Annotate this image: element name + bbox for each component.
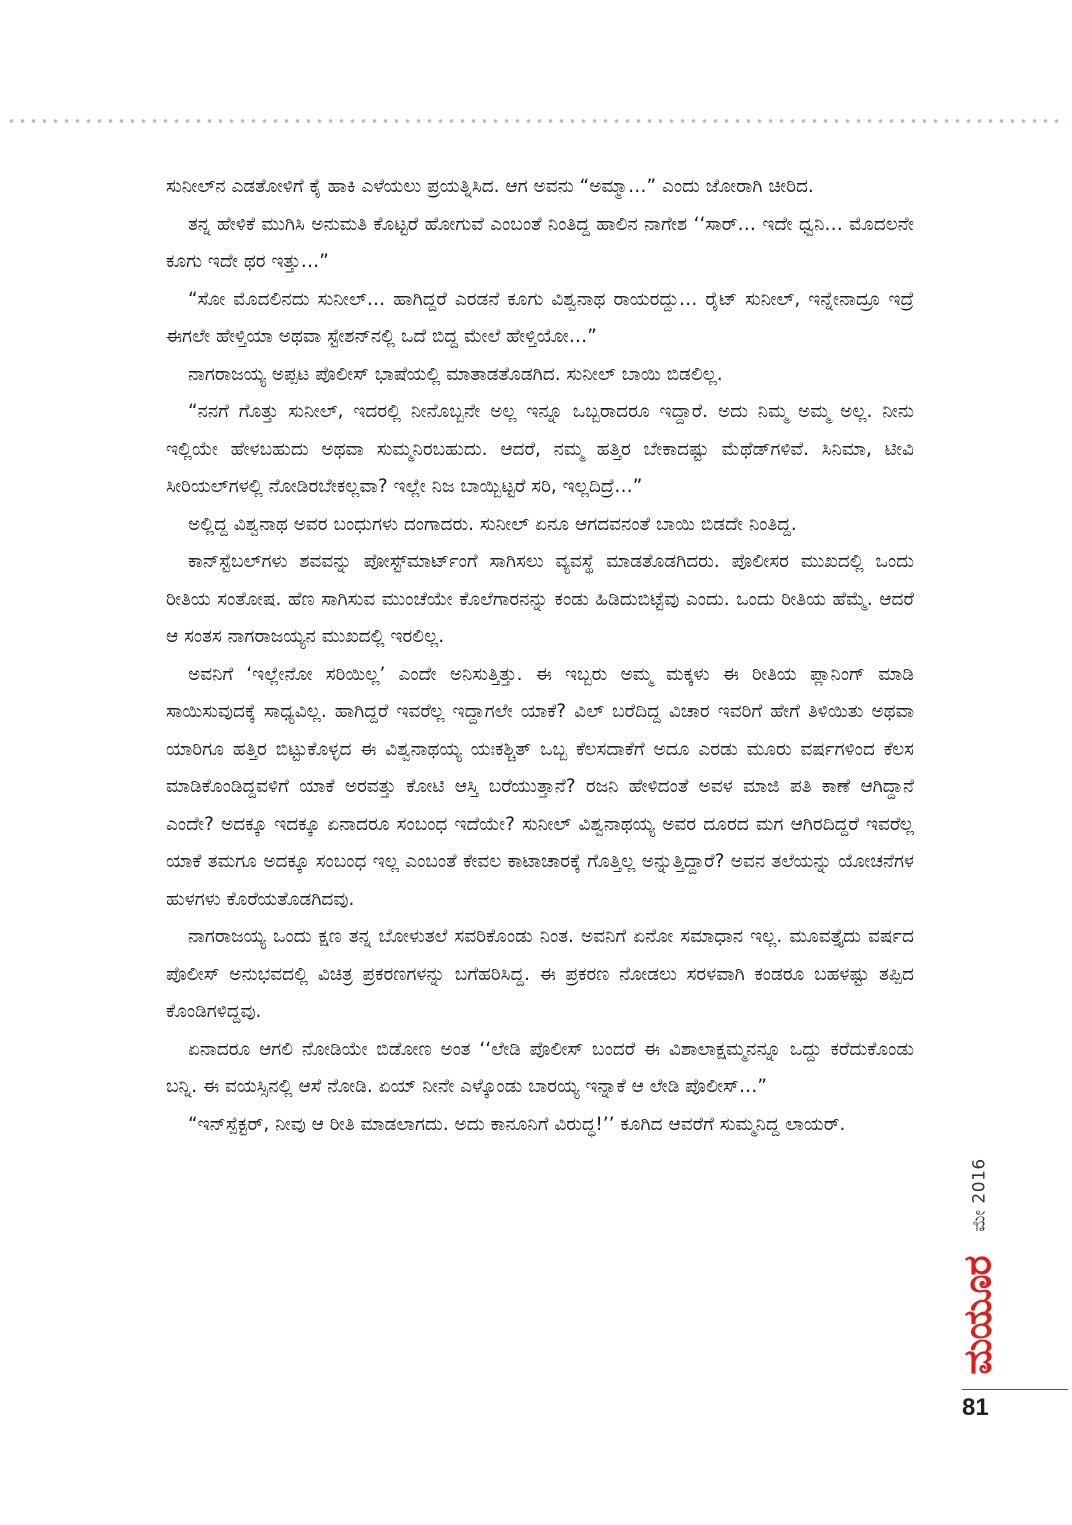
article-body (166, 168, 914, 1143)
paragraph: ಅಲ್ಲಿದ್ದ ವಿಶ್ವನಾಥ ಅವರ ಬಂಧುಗಳು ದಂಗಾದರು. ಸುನೀಲ್ ಏನೂ ಆಗದವನಂತೆ ಬಾಯಿ ಬಿಡದೇ ನಿಂತಿದ್ದ. (188, 513, 797, 535)
paragraph: ನಾಗರಾಜಯ್ಯ ಅಪ್ಪಟ ಪೊಲೀಸ್ ಭಾಷೆಯಲ್ಲಿ ಮಾತಾಡತೊಡಗಿದ. ಸುನೀಲ್ ಬಾಯಿ ಬಿಡಲಿಲ್ಲ. (188, 363, 723, 385)
paragraph: ಅವನಿಗೆ ‘ಇಲ್ಲೇನೋ ಸರಿಯಿಲ್ಲ’ ಎಂದೇ ಅನಿಸುತ್ತಿತ್ತು. ಈ ಇಬ್ಬರು ಅಮ್ಮ ಮಕ್ಕಳು ಈ ರೀತಿಯ ಪ್ಲಾನಿಂಗ್ ಮಾಡಿ ಸಾಯಿಸುವುದಕ್ಕೆ ಸಾಧ್ಯವಿಲ್ಲ. ಹಾಗಿದ್ದರೆ ಇವರೆಲ್ಲ ಇದ್ದಾಗಲೇ ಯಾಕೆ? ವಿಲ್ ಬರೆದಿದ್ದ ವಿಚಾರ ಇವರಿಗೆ ಹೇಗೆ ತಿಳಿಯಿತು ಅಥವಾ ಯಾರಿಗೂ ಹತ್ತಿರ ಬಿಟ್ಟುಕೊಳ್ಳದ ಈ ವಿಶ್ವನಾಥಯ್ಯ ಯಃಕಶ್ಚಿತ್ ಒಬ್ಬ ಕೆಲಸದಾಕೆಗೆ ಅದೂ ಎರಡು ಮೂರು ವರ್ಷಗಳಿಂದ ಕೆಲಸ ಮಾಡಿಕೊಂಡಿದ್ದವಳಿಗೆ ಯಾಕೆ ಅರವತ್ತು ಕೋಟಿ ಆಸ್ತಿ ಬರೆಯುತ್ತಾನೆ? ರಜನಿ ಹೇಳಿದಂತೆ ಅವಳ ಮಾಜಿ ಪತಿ ಕಾಣೆ ಆಗಿದ್ದಾನೆ ಎಂದೇ? ಅದಕ್ಕೂ ಇದಕ್ಕೂ ಏನಾದರೂ ಸಂಬಂಧ ಇದೆಯೇ? ಸುನೀಲ್ ವಿಶ್ವನಾಥಯ್ಯ ಅವರ ದೂರದ ಮಗ ಆಗಿರದಿದ್ದರೆ ಇವರೆಲ್ಲ ಯಾಕೆ ತಮಗೂ ಅದಕ್ಕೂ ಸಂಬಂಧ ಇಲ್ಲ ಎಂಬಂತೆ ಕೇವಲ ಕಾಟಾಚಾರಕ್ಕೆ ಗೊತ್ತಿಲ್ಲ ಅನ್ನುತ್ತಿದ್ದಾರೆ? ಅವನ ತಲೆಯನ್ನು ಯೋಚನೆಗಳ ಹುಳಗಳು ಕೊರೆಯತೊಡಗಿದವು. (166, 663, 914, 910)
issue-date (960, 1140, 1000, 1250)
dotted-top-rule (6, 118, 1066, 124)
page-number: 81 (962, 1394, 989, 1421)
paragraph: ಸುನೀಲ್‌ನ ಎಡತೋಳಿಗೆ ಕೈ ಹಾಕಿ ಎಳೆಯಲು ಪ್ರಯತ್ನಿಸಿದ. ಆಗ ಅವನು “ಅಮ್ಮಾ…” ಎಂದು ಜೋರಾಗಿ ಚೀರಿದ. (166, 176, 814, 197)
paragraph: ತನ್ನ ಹೇಳಿಕೆ ಮುಗಿಸಿ ಅನುಮತಿ ಕೊಟ್ಟರೆ ಹೋಗುವೆ ಎಂಬಂತೆ ನಿಂತಿದ್ದ ಹಾಲಿನ ನಾಗೇಶ ‘‘ಸಾರ್… ಇದೇ ಧ್ವನಿ… ಮೊದಲನೇ ಕೂಗು ಇದೇ ಥರ ಇತ್ತು…” (166, 213, 914, 272)
paragraph: “ಸೋ ಮೊದಲಿನದು ಸುನೀಲ್… ಹಾಗಿದ್ದರೆ ಎರಡನೆ ಕೂಗು ವಿಶ್ವನಾಥ ರಾಯರದ್ದು… ರೈಟ್ ಸುನೀಲ್, ಇನ್ನೇನಾದ್ರೂ ಇದ್ರೆ ಈಗಲೇ ಹೇಳ್ತಿಯಾ ಅಥವಾ ಸ್ಟೇಶನ್‌ನಲ್ಲಿ ಒದೆ ಬಿದ್ದ ಮೇಲೆ ಹೇಳ್ತಿಯೋ…” (166, 288, 914, 347)
paragraph: “ಇನ್‌ಸ್ಪೆಕ್ಟರ್, ನೀವು ಆ ರೀತಿ ಮಾಡಲಾಗದು. ಅದು ಕಾನೂನಿಗೆ ವಿರುದ್ಧ!’’ ಕೂಗಿದ ಆವರೆಗೆ ಸುಮ್ಮನಿದ್ದ ಲಾಯರ್. (188, 1113, 846, 1135)
paragraph: ಕಾನ್‌ಸ್ಟೆಬಲ್‌ಗಳು ಶವವನ್ನು ಪೋಸ್ಟ್‌ಮಾರ್ಟ್‌ಂಗೆ ಸಾಗಿಸಲು ವ್ಯವಸ್ಥೆ ಮಾಡತೊಡಗಿದರು. ಪೊಲೀಸರ ಮುಖದಲ್ಲಿ ಒಂದು ರೀತಿಯ ಸಂತೋಷ. ಹೆಣ ಸಾಗಿಸುವ ಮುಂಚೆಯೇ ಕೊಲೆಗಾರನನ್ನು ಕಂಡು ಹಿಡಿದುಬಿಟ್ಟೆವು ಎಂದು. ಒಂದು ರೀತಿಯ ಹೆಮ್ಮೆ. ಆದರೆ ಆ ಸಂತಸ ನಾಗರಾಜಯ್ಯನ ಮುಖದಲ್ಲಿ ಇರಲಿಲ್ಲ. (166, 551, 914, 647)
magazine-name: ಮಯೂರ (955, 1255, 1000, 1375)
page-number-rule (962, 1389, 1068, 1390)
paragraph: ಏನಾದರೂ ಆಗಲಿ ನೋಡಿಯೇ ಬಿಡೋಣ ಅಂತ ‘‘ಲೇಡಿ ಪೊಲೀಸ್ ಬಂದರೆ ಈ ವಿಶಾಲಾಕ್ಷಮ್ಮನನ್ನೂ ಒದ್ದು ಕರೆದುಕೊಂಡು ಬನ್ನಿ. ಈ ವಯಸ್ಸಿನಲ್ಲಿ ಆಸೆ ನೋಡಿ. ಏಯ್ ನೀನೇ ಎಳ್ಕೊಂಡು ಬಾರಯ್ಯ ಇನ್ನಾಕೆ ಆ ಲೇಡಿ ಪೊಲೀಸ್…” (166, 1038, 914, 1097)
issue-date-text: ಮೇ 2016 (970, 1158, 991, 1232)
magazine-logo (953, 1255, 1003, 1375)
paragraph: ನಾಗರಾಜಯ್ಯ ಒಂದು ಕ್ಷಣ ತನ್ನ ಬೋಳುತಲೆ ಸವರಿಕೊಂಡು ನಿಂತ. ಅವನಿಗೆ ಏನೋ ಸಮಾಧಾನ ಇಲ್ಲ. ಮೂವತ್ತೈದು ವರ್ಷದ ಪೊಲೀಸ್ ಅನುಭವದಲ್ಲಿ ವಿಚಿತ್ರ ಪ್ರಕರಣಗಳನ್ನು ಬಗೆಹರಿಸಿದ್ದ. ಈ ಪ್ರಕರಣ ನೋಡಲು ಸರಳವಾಗಿ ಕಂಡರೂ ಬಹಳಷ್ಟು ತಪ್ಪಿದ ಕೊಂಡಿಗಳಿದ್ದವು. (166, 926, 914, 1022)
paragraph: “ನನಗೆ ಗೊತ್ತು ಸುನೀಲ್, ಇದರಲ್ಲಿ ನೀನೊಬ್ಬನೇ ಅಲ್ಲ ಇನ್ನೂ ಒಬ್ಬರಾದರೂ ಇದ್ದಾರೆ. ಅದು ನಿಮ್ಮ ಅಮ್ಮ ಅಲ್ಲ. ನೀನು ಇಲ್ಲಿಯೇ ಹೇಳಬಹುದು ಅಥವಾ ಸುಮ್ಮನಿರಬಹುದು. ಆದರೆ, ನಮ್ಮ ಹತ್ತಿರ ಬೇಕಾದಷ್ಟು ಮೆಥೆಡ್‌ಗಳಿವೆ. ಸಿನಿಮಾ, ಟೀವಿ ಸೀರಿಯಲ್‌ಗಳಲ್ಲಿ ನೋಡಿರಬೇಕಲ್ಲವಾ? ಇಲ್ಲೇ ನಿಜ ಬಾಯ್ಬಿಟ್ಟರೆ ಸರಿ, ಇಲ್ಲದಿದ್ರೆ…” (166, 401, 914, 497)
